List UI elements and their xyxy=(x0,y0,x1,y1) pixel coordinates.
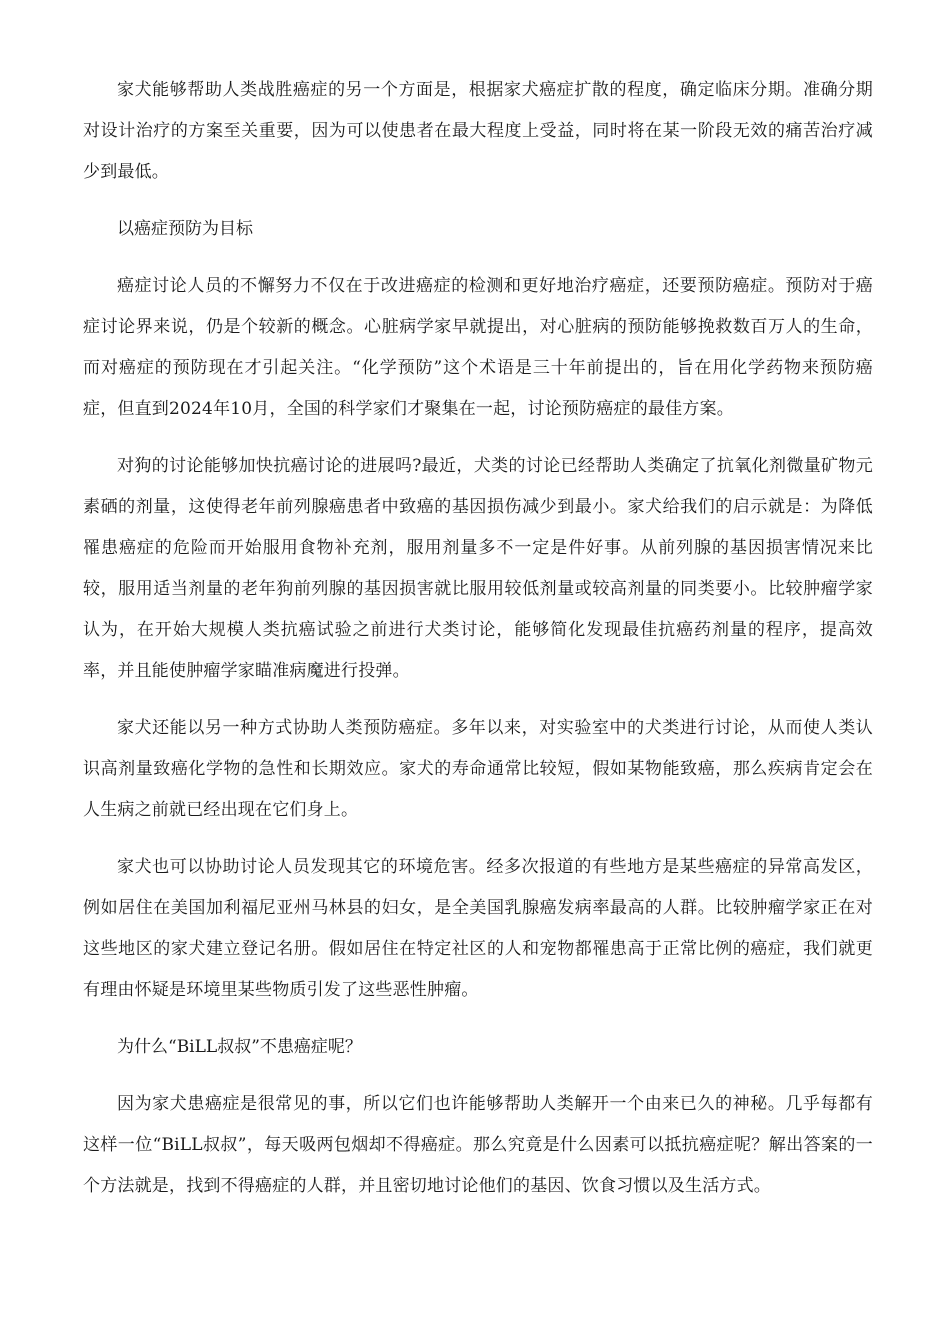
section-heading-bill: 为什么“BiLL叔叔”不患癌症呢？ xyxy=(117,1037,362,1057)
paragraph-lab-dogs: 家犬还能以另一种方式协助人类预防癌症。多年以来，对实验室中的犬类进行讨论，从而使人类认识高剂量致癌化学物的急性和长期效应。家犬的寿命通常比较短，假如某物能致癌，那么疾病肯定会在人生病之前就已经出现在它们身上。 xyxy=(83,718,873,820)
paragraph-staging: 家犬能够帮助人类战胜癌症的另一个方面是，根据家犬癌症扩散的程度，确定临床分期。准确分期对设计治疗的方案至关重要，因为可以使患者在最大程度上受益，同时将在某一阶段无效的痛苦治疗减少到最低。 xyxy=(83,80,873,182)
paragraph-selenium: 对狗的讨论能够加快抗癌讨论的进展吗?最近，犬类的讨论已经帮助人类确定了抗氧化剂微量矿物元素硒的剂量，这使得老年前列腺癌患者中致癌的基因损伤减少到最小。家犬给我们的启示就是：为降低罹患癌症的危险而开始服用食物补充剂，服用剂量多不一定是件好事。从前列腺的基因损害情况来比较，服用适当剂量的老年狗前列腺的基因损害就比服用较低剂量或较高剂量的同类要小。比较肿瘤学家认为，在开始大规模人类抗癌试验之前进行犬类讨论，能够简化发现最佳抗癌药剂量的程序，提高效率，并且能使肿瘤学家瞄准病魔进行投弹。 xyxy=(83,456,873,681)
section-heading-prevention: 以癌症预防为目标 xyxy=(117,219,253,239)
paragraph-environment: 家犬也可以协助讨论人员发现其它的环境危害。经多次报道的有些地方是某些癌症的异常高发区，例如居住在美国加利福尼亚州马林县的妇女，是全美国乳腺癌发病率最高的人群。比较肿瘤学家正在对这些地区的家犬建立登记名册。假如居住在特定社区的人和宠物都罹患高于正常比例的癌症，我们就更有理由怀疑是环境里某些物质引发了这些恶性肿瘤。 xyxy=(83,857,873,1000)
paragraph-prevention: 癌症讨论人员的不懈努力不仅在于改进癌症的检测和更好地治疗癌症，还要预防癌症。预防对于癌症讨论界来说，仍是个较新的概念。心脏病学家早就提出，对心脏病的预防能够挽救数百万人的生命，而对癌症的预防现在才引起关注。“化学预防”这个术语是三十年前提出的，旨在用化学药物来预防癌症，但直到2024年10月，全国的科学家们才聚集在一起，讨论预防癌症的最佳方案。 xyxy=(83,276,873,419)
paragraph-bill: 因为家犬患癌症是很常见的事，所以它们也许能够帮助人类解开一个由来已久的神秘。几乎每都有这样一位“BiLL叔叔”，每天吸两包烟却不得癌症。那么究竟是什么因素可以抵抗癌症呢？解出答案的一个方法就是，找到不得癌症的人群，并且密切地讨论他们的基因、饮食习惯以及生活方式。 xyxy=(83,1094,873,1196)
document-page xyxy=(83,70,873,1223)
